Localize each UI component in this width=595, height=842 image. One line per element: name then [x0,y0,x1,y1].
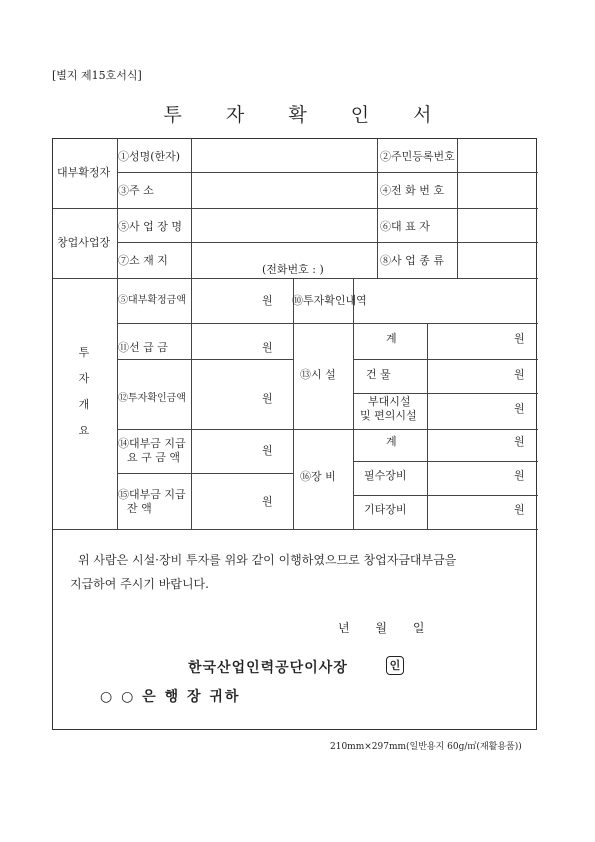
other-equipment-label: 기타장비 [364,503,407,516]
phone-label: ④전 화 번 호 [380,184,444,197]
business-name-label: ⑤사 업 장 명 [118,220,182,233]
facility-total-label: 계 [386,332,397,345]
loan-request-label-1: ⑭대부금 지급 [118,437,186,450]
equipment-total-label: 계 [386,435,397,448]
won-unit: 원 [514,332,525,345]
fixed-loan-amount-label: ⑤대부확정금액 [118,295,186,306]
won-unit: 원 [514,435,525,448]
investment-section-label: 투 자 개 요 [78,346,90,437]
won-unit: 원 [262,444,273,457]
location-label: ⑦소 재 지 [118,254,168,267]
business-type-label: ⑧사 업 종 류 [380,254,444,267]
seal-mark: 인 [386,656,404,675]
request-text-line-2: 지급하여 주시기 바랍니다. [70,577,209,591]
issuer-name: 한국산업인력공단이사장 [188,660,348,676]
won-unit: 원 [262,294,273,307]
won-unit: 원 [514,503,525,516]
won-unit: 원 [262,495,273,508]
loan-recipient-section-label: 대부확정자 [57,166,111,179]
equipment-label: ⑯장 비 [300,470,336,483]
won-unit: 원 [262,341,273,354]
investment-confirm-detail-label: ⑩투자확인내역 [292,294,367,307]
loan-request-label-2: 요 구 금 액 [127,451,180,464]
won-unit: 원 [514,469,525,482]
facility-label: ⑬시 설 [300,368,336,381]
recipient-bank: ○ ○ 은 행 장 귀하 [100,689,241,705]
loan-balance-label-2: 잔 액 [127,502,152,515]
convenience-facility-label: 및 편의시설 [360,409,417,422]
won-unit: 원 [514,402,525,415]
loan-balance-label-1: ⑮대부금 지급 [118,488,186,501]
won-unit: 원 [262,392,273,405]
phone-number-note: (전화번호 : ) [262,263,324,276]
document-title: 투 자 확 인 서 [163,104,451,126]
confirmed-investment-label: ⑫투자확인금액 [118,393,186,404]
won-unit: 원 [514,368,525,381]
form-id: [별지 제15호서식] [52,69,142,82]
paper-spec-footer: 210mm×297mm(일반용지 60g/㎡(재활용품)) [330,742,522,752]
business-section-label: 창업사업장 [57,236,111,249]
advance-payment-label: ⑪선 급 금 [118,341,168,354]
date-line: 년 월 일 [338,621,425,635]
building-label: 건 물 [366,368,391,381]
essential-equipment-label: 필수장비 [364,469,407,482]
name-hanja-label: ①성명(한자) [118,150,181,163]
request-text-line-1: 위 사람은 시설·장비 투자를 위와 같이 이행하였으므로 창업자금대부금을 [78,553,457,567]
address-label: ③주 소 [118,184,154,197]
auxiliary-facility-label: 부대시설 [368,395,411,408]
resident-number-label: ②주민등록번호 [380,150,455,163]
representative-label: ⑥대 표 자 [380,220,430,233]
request-paragraph [70,548,530,596]
